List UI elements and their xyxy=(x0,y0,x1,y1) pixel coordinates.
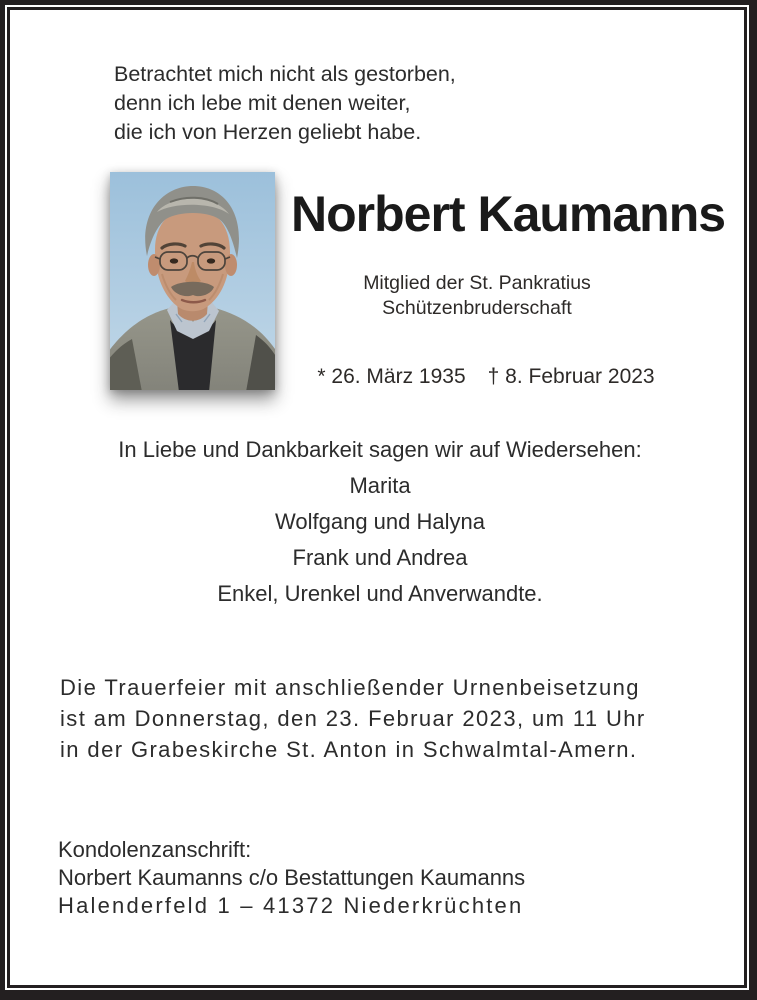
funeral-info xyxy=(60,672,740,765)
condolence-address: Halenderfeld 1 – 41372 Niederkrüchten xyxy=(58,893,524,918)
mourner-line: Enkel, Urenkel und Anverwandte. xyxy=(217,581,543,606)
membership-line: Mitglied der St. Pankratius xyxy=(363,272,591,294)
membership-note xyxy=(297,271,657,321)
quote-line: denn ich lebe mit denen weiter, xyxy=(114,91,411,115)
deceased-name: Norbert Kaumanns xyxy=(291,186,726,242)
farewell-intro: In Liebe und Dankbarkeit sagen wir auf Wiedersehen: xyxy=(118,437,642,462)
portrait-illustration xyxy=(110,172,275,390)
birth-date: * 26. März 1935 xyxy=(317,365,466,388)
death-date: † 8. Februar 2023 xyxy=(487,365,655,388)
condolence-section xyxy=(58,836,718,920)
mourner-line: Frank und Andrea xyxy=(292,545,468,570)
quote-line: Betrachtet mich nicht als gestorben, xyxy=(114,62,456,86)
obituary-card xyxy=(7,7,747,988)
life-dates xyxy=(296,362,676,391)
funeral-line: Die Trauerfeier mit anschließender Urnenbeisetzung xyxy=(60,675,640,700)
membership-line: Schützenbruderschaft xyxy=(382,297,572,319)
condolence-care-of: Norbert Kaumanns c/o Bestattungen Kaumanns xyxy=(58,865,526,890)
mourner-line: Marita xyxy=(349,473,411,498)
farewell-section xyxy=(10,432,750,612)
funeral-line: in der Grabeskirche St. Anton in Schwalmtal-Amern. xyxy=(60,737,638,762)
memorial-quote xyxy=(114,60,456,147)
condolence-label: Kondolenzanschrift: xyxy=(58,837,252,862)
funeral-line: ist am Donnerstag, den 23. Februar 2023, um 11 Uhr xyxy=(60,706,646,731)
mourner-line: Wolfgang und Halyna xyxy=(275,509,485,534)
portrait-photo xyxy=(110,172,275,390)
quote-line: die ich von Herzen geliebt habe. xyxy=(114,120,422,144)
